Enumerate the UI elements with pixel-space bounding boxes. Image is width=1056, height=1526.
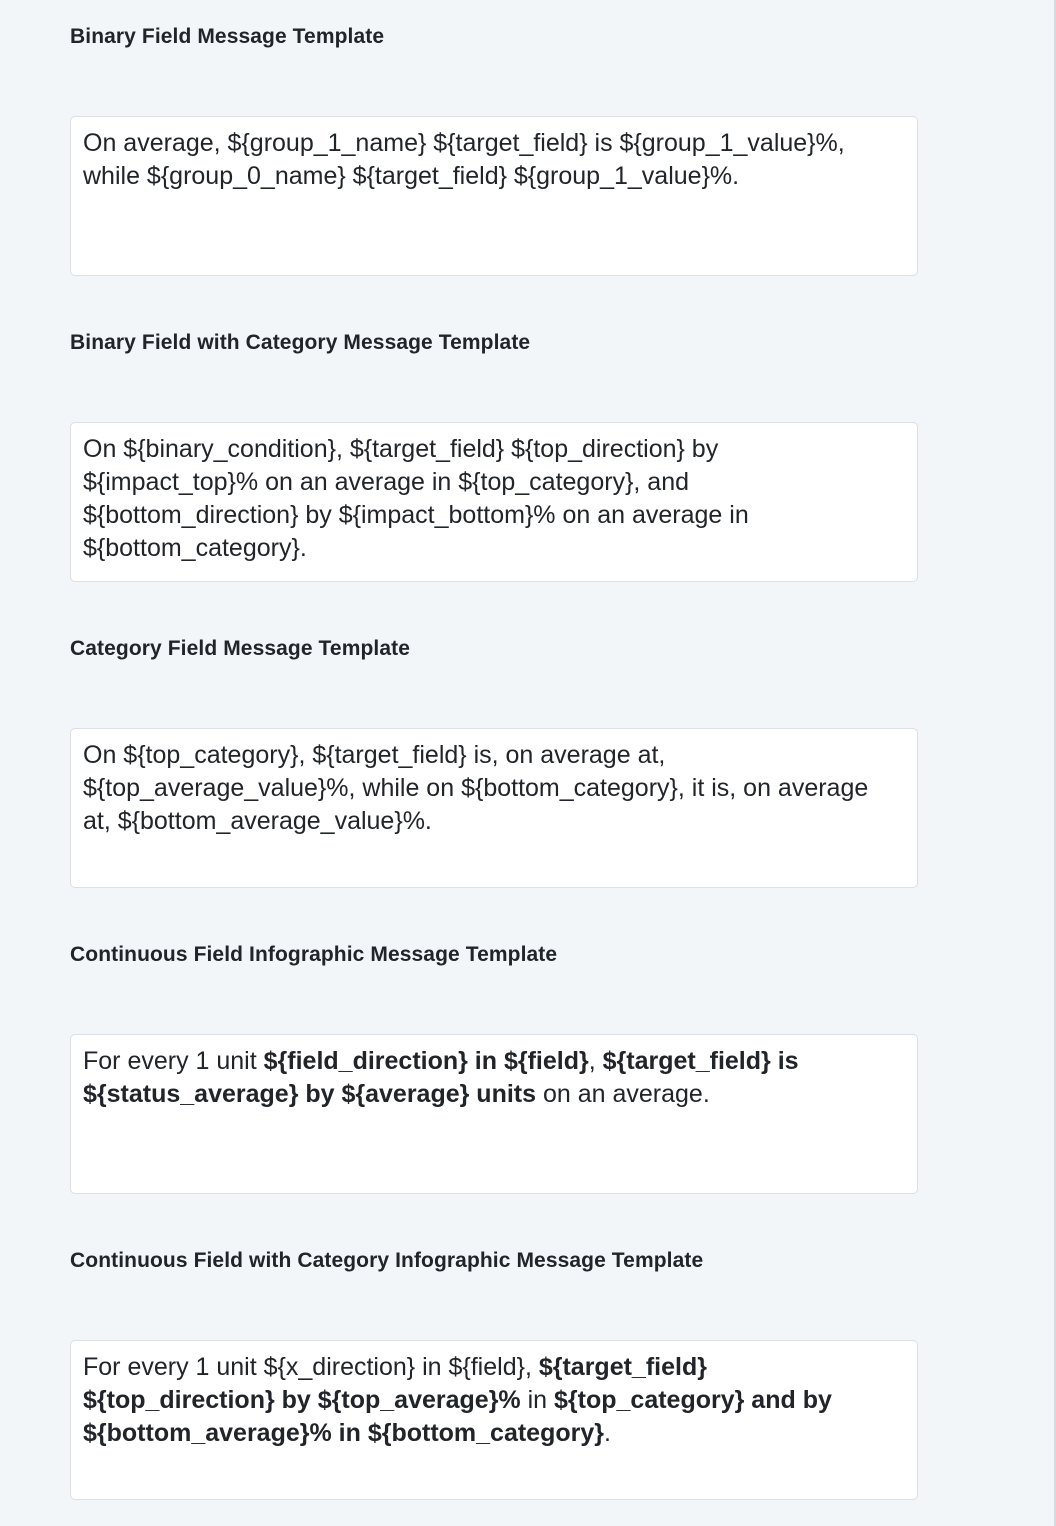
binary-field-category-template-section xyxy=(70,328,918,562)
template-text: On ${binary_condition}, ${target_field} ${top_direction} by ${impact_top}% on an average in ${top_category}, and ${bottom_direction} by ${impact_bottom}% on an average in ${bottom_category}. xyxy=(83,435,749,562)
binary-field-category-template-input[interactable] xyxy=(70,422,918,582)
continuous-field-category-template-label: Continuous Field with Category Infographic Message Template xyxy=(70,1249,704,1272)
continuous-field-template-label: Continuous Field Infographic Message Template xyxy=(70,943,558,966)
category-field-template-section xyxy=(70,634,918,835)
binary-field-category-template-label: Binary Field with Category Message Template xyxy=(70,331,531,354)
category-field-template-input[interactable] xyxy=(70,728,918,888)
binary-field-template-label: Binary Field Message Template xyxy=(70,25,385,48)
continuous-field-template-input[interactable] xyxy=(70,1034,918,1194)
binary-field-template-section xyxy=(70,22,918,190)
binary-field-template-input[interactable] xyxy=(70,116,918,276)
template-text: For every 1 unit ${field_direction} in ${field}, ${target_field} is ${status_average} by ${average} units on an average. xyxy=(83,1047,799,1108)
template-text: On ${top_category}, ${target_field} is, on average at, ${top_average_value}%, while on ${bottom_category}, it is, on average at, ${bottom_average_value}%. xyxy=(83,741,869,835)
continuous-field-template-section xyxy=(70,940,918,1108)
continuous-field-category-template-section xyxy=(70,1246,918,1447)
category-field-template-label: Category Field Message Template xyxy=(70,637,410,660)
continuous-field-category-template-input[interactable] xyxy=(70,1340,918,1500)
template-text: On average, ${group_1_name} ${target_field} is ${group_1_value}%, while ${group_0_name} ${target_field} ${group_1_value}%. xyxy=(83,129,845,190)
template-text: For every 1 unit ${x_direction} in ${field}, ${target_field} ${top_direction} by ${top_average}% in ${top_category} and by ${bottom_average}% in ${bottom_category}. xyxy=(83,1353,832,1447)
